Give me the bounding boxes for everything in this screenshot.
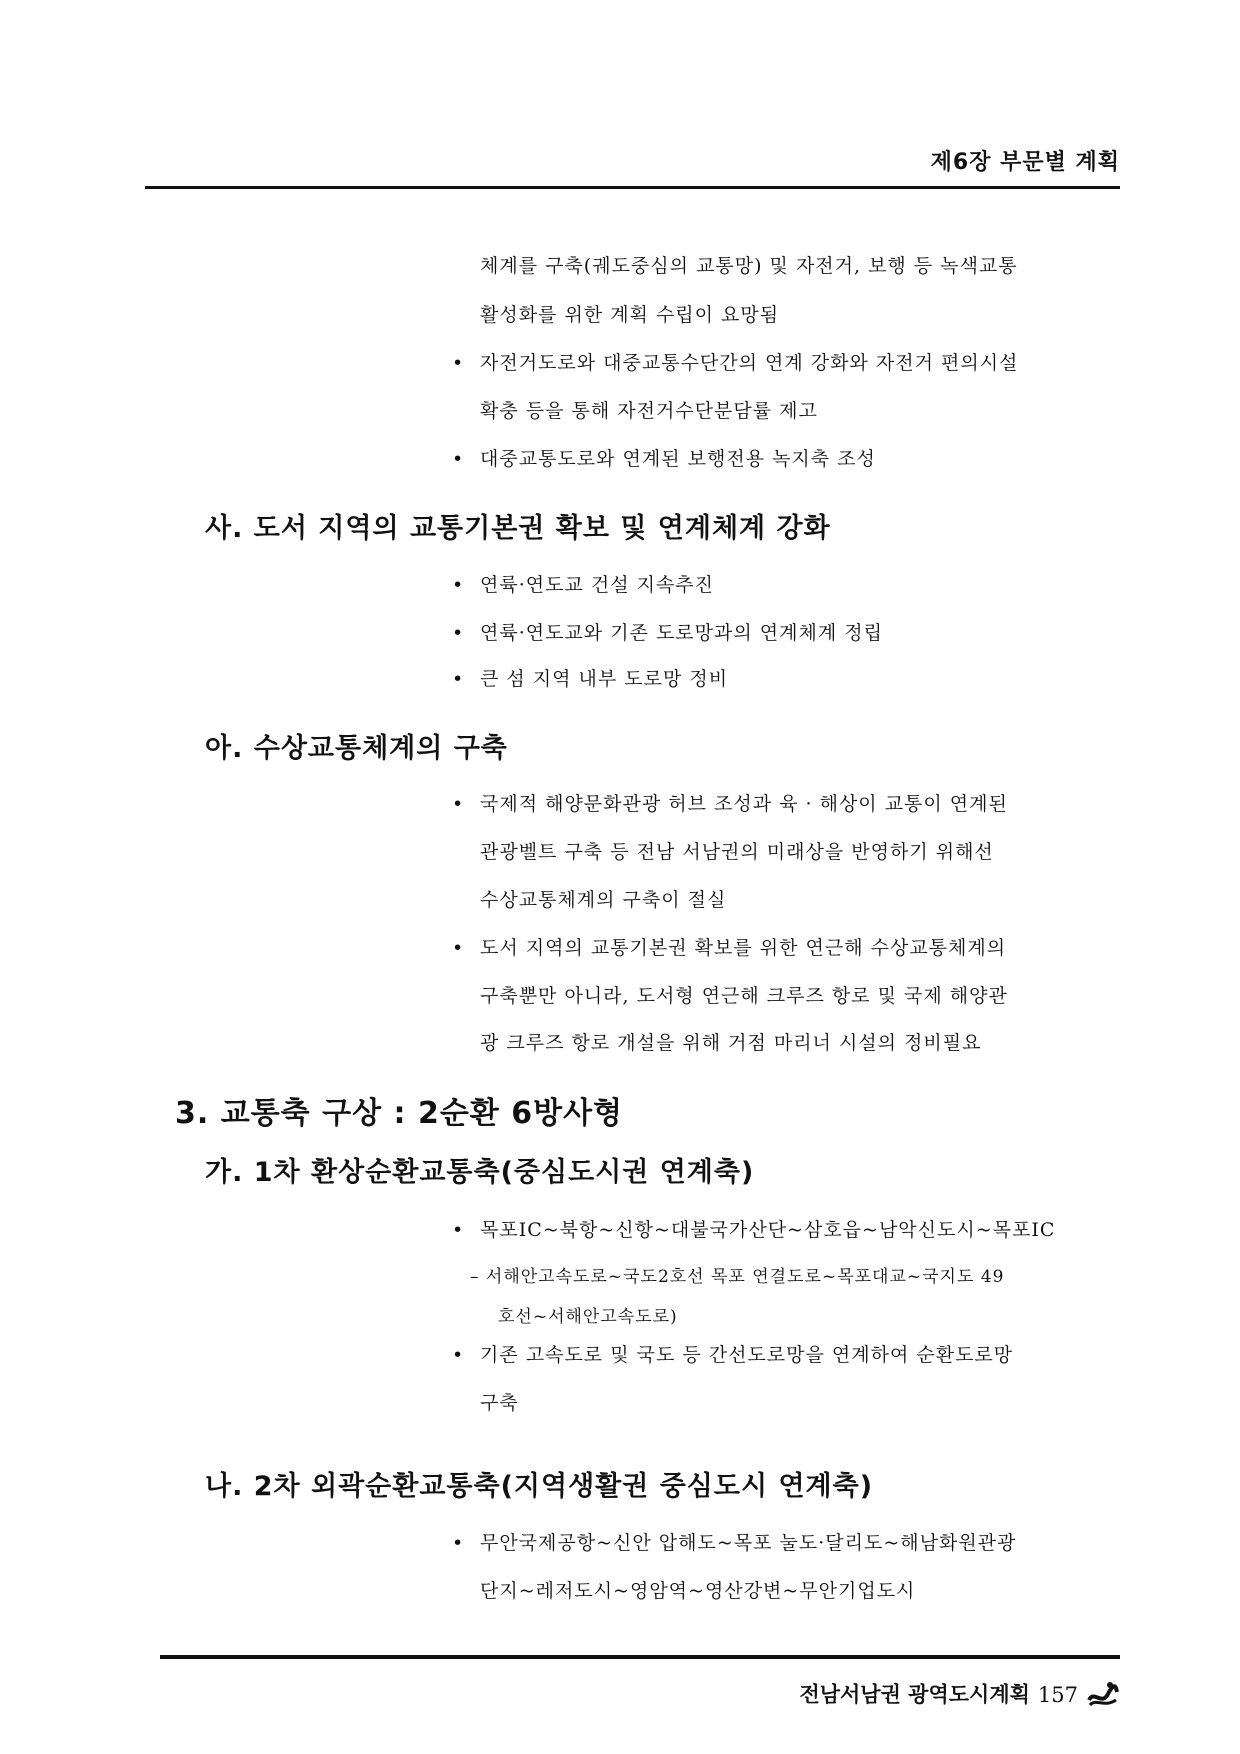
bullet-icon: • [452, 448, 465, 470]
section-3-na-bullet-1: • 무안국제공항~신안 압해도~목포 눌도·달리도~해남화원관광 [452, 1532, 1017, 1554]
section-3-na-title: 나. 2차 외곽순환교통축(지역생활권 중심도시 연계축) [205, 1471, 874, 1502]
intro-bullet-2: • 대중교통도로와 연계된 보행전용 녹지축 조성 [452, 448, 876, 470]
section-a-bullet-1: • 국제적 해양문화관광 허브 조성과 육 · 해상이 교통이 연계된 [452, 793, 1008, 815]
section-3-ga-dash-2: 호선~서해안고속도로) [498, 1307, 678, 1327]
section-3-ga-bullet-2: • 기존 고속도로 및 국도 등 간선도로망을 연계하여 순환도로망 [452, 1344, 1014, 1366]
bullet-icon: • [452, 352, 465, 374]
section-3-title: 3. 교통축 구상 : 2순환 6방사형 [175, 1096, 624, 1131]
section-3-ga-dash-1: – 서해안고속도로~국도2호선 목포 연결도로~목포대교~국지도 49 [470, 1267, 1005, 1287]
section-sa-title: 사. 도서 지역의 교통기본권 확보 및 연계체계 강화 [205, 513, 831, 544]
bullet-icon: • [452, 622, 465, 644]
bullet-icon: • [452, 1532, 465, 1554]
bullet-icon: • [452, 1344, 465, 1366]
section-a-bullet-1-cont-1: 관광벨트 구축 등 전남 서남권의 미래상을 반영하기 위해선 [480, 841, 994, 863]
intro-bullet-1-cont: 확충 등을 통해 자전거수단분담률 제고 [480, 400, 818, 422]
section-a-bullet-2-cont-1: 구축뿐만 아니라, 도서형 연근해 크루즈 항로 및 국제 해양관 [480, 985, 1008, 1007]
section-3-ga-title: 가. 1차 환상순환교통축(중심도시권 연계축) [205, 1157, 755, 1188]
bullet-icon: • [452, 574, 465, 596]
section-sa-bullet-2: • 연륙·연도교와 기존 도로망과의 연계체계 정립 [452, 622, 883, 644]
page-number: 157 [1037, 1682, 1078, 1707]
intro-bullet-1: • 자전거도로와 대중교통수단간의 연계 강화와 자전거 편의시설 [452, 352, 1019, 374]
section-a-title: 아. 수상교통체계의 구축 [205, 733, 508, 764]
bullet-icon: • [452, 793, 465, 815]
bullet-icon: • [452, 1219, 465, 1241]
section-sa-bullet-1: • 연륙·연도교 건설 지속추진 [452, 574, 715, 596]
section-3-ga-bullet-1: • 목포IC~북항~신항~대불국가산단~삼호읍~남악신도시~목포IC [452, 1219, 1056, 1241]
section-3-na-bullet-1-cont: 단지~레저도시~영암역~영산강변~무안기업도시 [480, 1580, 916, 1602]
section-a-bullet-1-cont-2: 수상교통체계의 구축이 절실 [480, 889, 727, 911]
header-rule [145, 186, 1120, 189]
bullet-icon: • [452, 937, 465, 959]
page-footer [780, 1678, 1120, 1713]
footer-title: 전남서남권 광역도시계획 [799, 1682, 1030, 1707]
section-a-bullet-2: • 도서 지역의 교통기본권 확보를 위한 연근해 수상교통체계의 [452, 937, 1007, 959]
bullet-icon: • [452, 668, 465, 690]
section-3-ga-bullet-2-cont: 구축 [480, 1392, 519, 1414]
section-sa-bullet-3: • 큰 섬 지역 내부 도로망 정비 [452, 668, 729, 690]
intro-line-2: 활성화를 위한 계획 수립이 요망됨 [480, 304, 780, 326]
chapter-header: 제6장 부문별 계획 [930, 150, 1120, 175]
intro-line-1: 체계를 구축(궤도중심의 교통망) 및 자전거, 보행 등 녹색교통 [480, 255, 1018, 277]
footer-rule [160, 1655, 1120, 1659]
section-a-bullet-2-cont-2: 광 크루즈 항로 개설을 위해 거점 마리너 시설의 정비필요 [480, 1032, 982, 1054]
swirl-logo-icon [1086, 1678, 1120, 1713]
